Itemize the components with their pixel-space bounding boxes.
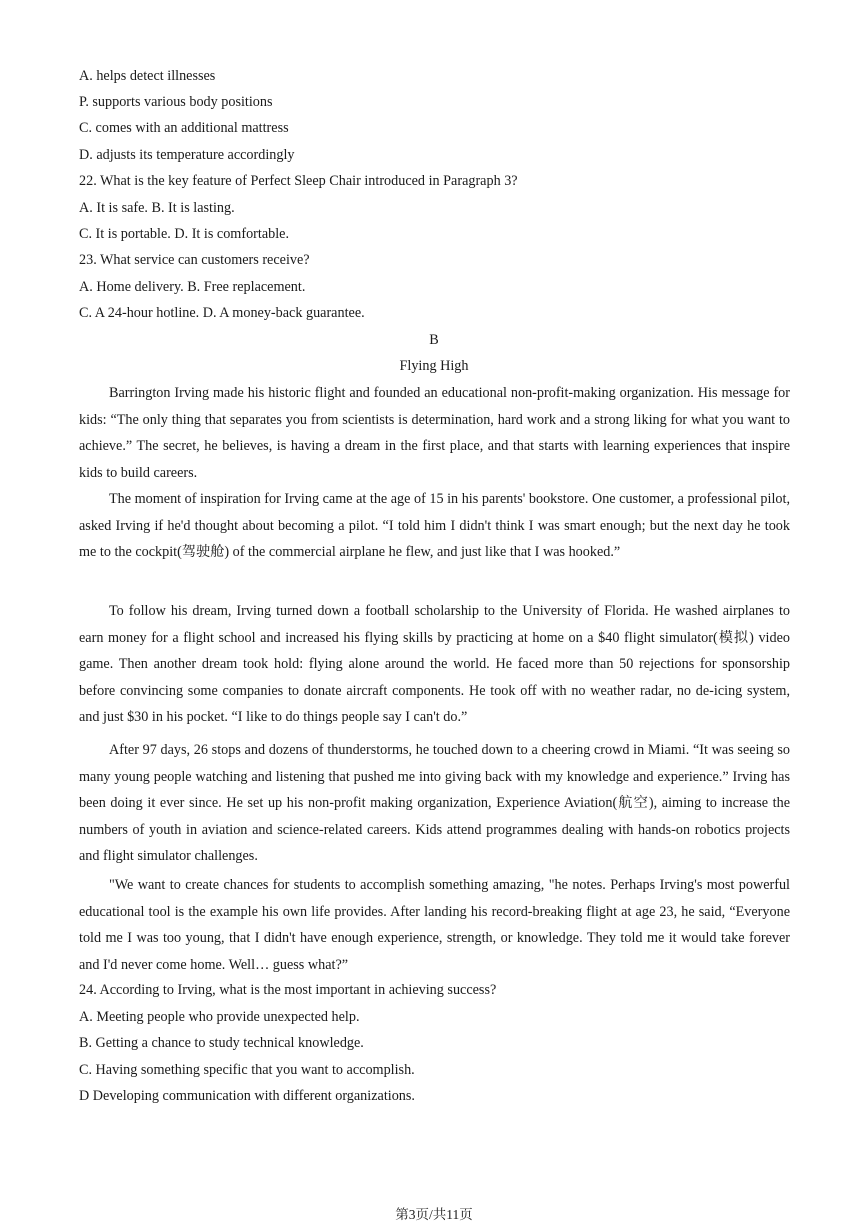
paragraph-1: Barrington Irving made his historic flight and founded an educational non-profit-making organization. His message for kids: “The only thing that separates you from scientists is determination, hard work and a strong liking for what you want to achieve.” The secret, he believes, is having a dream in the first place, and that starts with learning experiences that inspire kids to build careers.: [79, 385, 790, 481]
paragraph-2: The moment of inspiration for Irving came at the age of 15 in his parents' bookstore. One customer, a professional pilot, asked Irving if he'd thought about becoming a pilot. “I told him I didn't think I was smart enough; but the next day he took me to the cockpit(驾驶舱) of the commercial airplane he flew, and just like that I was hooked.”: [79, 491, 790, 560]
q21-option-b: P. supports various body positions: [79, 94, 273, 110]
paragraph-4: After 97 days, 26 stops and dozens of thunderstorms, he touched down to a cheering crowd in Miami. “It was seeing so many young people watching and listening that pushed me into giving back with my knowledge and experience.” Irving has been doing it ever since. He set up his non-profit making organization, Experience Aviation(航空), aiming to increase the numbers of youth in aviation and science-related careers. Kids attend programmes dealing with hands-on robotics projects and flight simulator challenges.: [79, 742, 790, 864]
q21-option-c: C. comes with an additional mattress: [79, 120, 289, 136]
passage-title: Flying High: [399, 358, 469, 374]
page-number: 第3页/共11页: [395, 1207, 473, 1222]
paragraph-3: To follow his dream, Irving turned down a football scholarship to the University of Florida. He washed airplanes to earn money for a flight school and increased his flying skills by practicing at home on a $40 flight simulator(模拟) video game. Then another dream took hold: flying alone around the world. He faced more than 50 rejections for sponsorship before convincing some companies to donate aircraft components. He took off with no weather radar, no de-icing system, and just $30 in his pocket. “I like to do things people say I can't do.”: [79, 603, 790, 725]
q22-options-line-1: A. It is safe. B. It is lasting.: [79, 200, 235, 216]
q24-option-a: A. Meeting people who provide unexpected help.: [79, 1009, 360, 1025]
q23-options-line-2: C. A 24-hour hotline. D. A money-back guarantee.: [79, 305, 365, 321]
q22-question: 22. What is the key feature of Perfect Sleep Chair introduced in Paragraph 3?: [79, 173, 518, 189]
q24-question: 24. According to Irving, what is the most important in achieving success?: [79, 982, 497, 998]
q22-options-line-2: C. It is portable. D. It is comfortable.: [79, 226, 290, 242]
q24-option-c: C. Having something specific that you want to accomplish.: [79, 1062, 415, 1078]
q23-options-line-1: A. Home delivery. B. Free replacement.: [79, 279, 306, 295]
q21-option-d: D. adjusts its temperature accordingly: [79, 147, 295, 163]
q23-question: 23. What service can customers receive?: [79, 252, 310, 268]
paragraph-5: "We want to create chances for students to accomplish something amazing, "he notes. Perhaps Irving's most powerful educational tool is the example his own life provides. After landing his record-breaking flight at age 23, he said, “Everyone told me I was too young, that I didn't have enough experience, strength, or knowledge. They told me it would take forever and I'd never come home. Well… guess what?”: [79, 877, 790, 973]
q24-option-b: B. Getting a chance to study technical knowledge.: [79, 1035, 364, 1051]
q21-option-a: A. helps detect illnesses: [79, 68, 216, 84]
section-letter: B: [429, 332, 439, 348]
q24-option-d: D Developing communication with different organizations.: [79, 1088, 415, 1104]
